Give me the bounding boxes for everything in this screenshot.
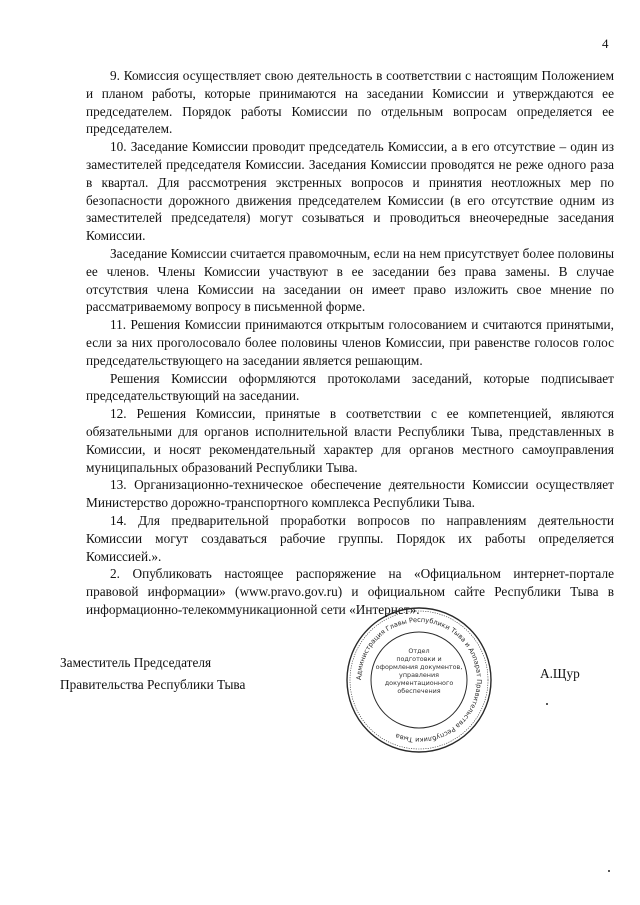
seal-center-text bbox=[374, 647, 464, 695]
seal-line: подготовки и bbox=[396, 655, 442, 663]
paragraph-13: 13. Организационно-техническое обеспечение деятельности Комиссии осуществляет Министерство дорожно-транспортного комплекса Республики Тыва. bbox=[86, 477, 614, 511]
paragraph-9: 9. Комиссия осуществляет свою деятельность в соответствии с настоящим Положением и планом работы, которые принимаются на заседании Комиссии и утверждаются ее председателем. Порядок работы Комиссии по отдельным вопросам определяется ее председателем. bbox=[86, 68, 614, 137]
paragraph-quorum: Заседание Комиссии считается правомочным, если на нем присутствует более половины ее членов. Члены Комиссии участвуют в ее заседании без права замены. В случае отсутствия члена Комиссии на заседании он имеет право изложить свое мнение по рассматриваемому вопросу в письменной форме. bbox=[86, 245, 614, 315]
paragraph-10: 10. Заседание Комиссии проводит председатель Комиссии, а в его отсутствие – один из заместителей председателя Комиссии. Заседания Комиссии проводятся не реже одного раза в квартал. Для рассмотрения экстренных вопросов и принятия неотложных мер по безопасности дорожного движения председателем Комиссии (в его отсутствие одним из заместителей председателя) могут созываться и проводиться внеочередные заседания Комиссии. bbox=[86, 139, 614, 244]
scan-speck bbox=[546, 703, 548, 705]
signatory-position-line2: Правительства Республики Тыва bbox=[60, 677, 246, 692]
document-body bbox=[86, 67, 614, 619]
seal-line: оформления документов, bbox=[375, 663, 463, 671]
paragraph-11: 11. Решения Комиссии принимаются открытым голосованием и считаются принятыми, если за них проголосовало более половины членов Комиссии, при равенстве голосов голос председательствующего на заседании является решающим. bbox=[86, 317, 614, 368]
seal-line: управления bbox=[399, 671, 439, 679]
paragraph-12: 12. Решения Комиссии, принятые в соответствии с ее компетенцией, являются обязательными для органов исполнительной власти Республики Тыва, представленных в Комиссии, и носят рекомендательный характер для органов местного самоуправления муниципальных образований Республики Тыва. bbox=[86, 406, 614, 475]
page-number: 4 bbox=[602, 36, 609, 51]
seal-line: обеспечения bbox=[397, 687, 441, 695]
paragraph-14: 14. Для предварительной проработки вопросов по направлениям деятельности Комиссии могут создаваться рабочие группы. Порядок их работы определяется Комиссией.». bbox=[86, 512, 614, 564]
signatory-position bbox=[60, 652, 245, 696]
seal-line: документационного bbox=[384, 679, 454, 687]
seal-line: Отдел bbox=[408, 647, 430, 655]
paragraph-protocols: Решения Комиссии оформляются протоколами заседаний, которые подписывает председательствующий на заседании. bbox=[86, 370, 614, 404]
signatory-position-line1: Заместитель Председателя bbox=[60, 655, 212, 670]
official-seal bbox=[344, 605, 494, 755]
seal-ring-text: Администрация Главы Республики Тыва и Аппарат Правительства Республики Тыва bbox=[354, 615, 484, 745]
signatory-name: А.Щур bbox=[540, 666, 580, 681]
scan-speck bbox=[608, 870, 610, 872]
paragraph-publish: 2. Опубликовать настоящее распоряжение на «Официальном интернет-портале правовой информации» (www.pravo.gov.ru) и официальном сайте Республики Тыва в информационно-телекоммуникационной сети «Интернет». bbox=[86, 566, 614, 617]
